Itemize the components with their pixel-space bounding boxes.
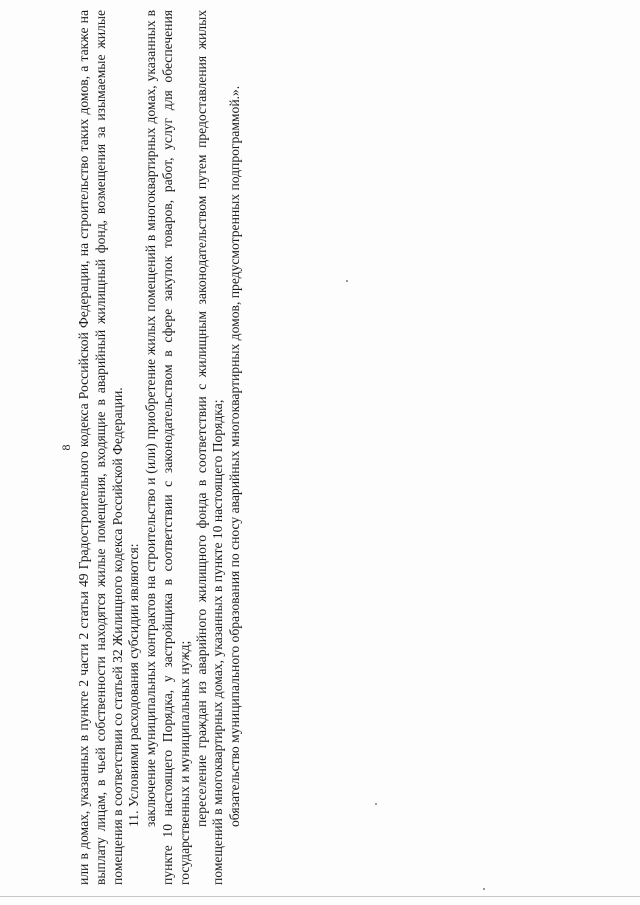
scan-speck	[346, 280, 348, 282]
paragraph-condition-contracts: заключение муниципальных контрактов на строительство и (или) приобретение жилых помещений в многоквартирных домах, указанных в пункте 10 настоящего Порядка, у застройщика в соответствии с законодательством в сфере закупок товаров, работ, услуг для обеспечения государственных и муниципальных нужд;	[143, 10, 192, 885]
paragraph-section-11-heading: 11. Условиями расходования субсидии являются:	[126, 543, 142, 827]
rotated-page-block	[58, 10, 303, 885]
paragraph-condition-demolition: обязательство муниципального образования по сносу аварийных многоквартирных домов, предусмотренных подпрограммой.».	[227, 85, 243, 827]
page-bottom-edge	[0, 896, 640, 897]
paragraph-continuation: или в домах, указанных в пункте 2 части 2 статьи 49 Градостроительного кодекса Российской Федерации, на строительство таких домов, а также на выплату лицам, в чьей собственности находятся жилые помещения, входящие в аварийный жилищный фонд, возмещения за изымаемые жилые помещения в соответствии со статьей 32 Жилищного кодекса Российской Федерации.	[76, 10, 125, 885]
scan-speck	[375, 803, 377, 805]
paragraph-condition-resettlement: переселение граждан из аварийного жилищного фонда в соответствии с жилищным законодательством путем предоставления жилых помещений в многоквартирных домах, указанных в пункте 10 настоящего Порядка;	[193, 10, 226, 885]
scan-speck	[483, 888, 485, 890]
page-number: 8	[59, 444, 73, 451]
document-body	[58, 10, 244, 885]
